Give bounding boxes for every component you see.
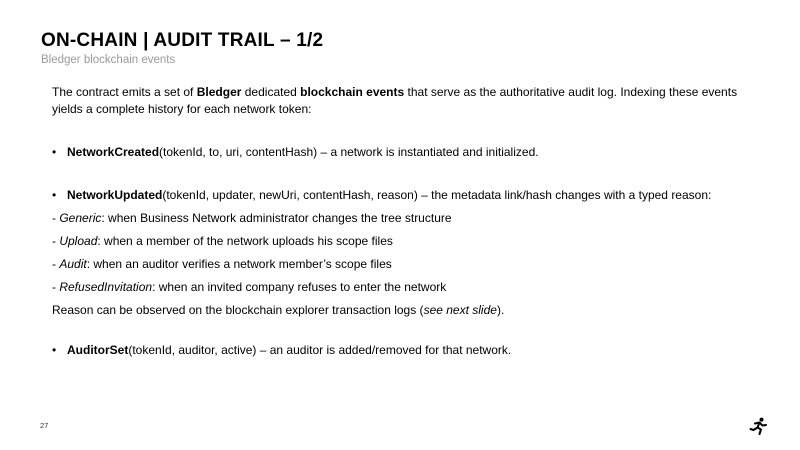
reason-text: : when an invited company refuses to enter the network	[152, 280, 447, 294]
reason-name: Upload	[59, 234, 98, 248]
intro-paragraph	[52, 84, 762, 118]
intro-bold-bledger: Bledger	[196, 85, 242, 99]
reason-prefix: -	[52, 234, 60, 248]
event-description: (tokenId, updater, newUri, contentHash, reason) – the metadata link/hash changes with a typed reason:	[162, 188, 712, 202]
page-number: 27	[40, 421, 49, 430]
note-end: ).	[496, 303, 505, 317]
bullet-dot: •	[52, 145, 57, 159]
bullet-auditor-set	[52, 342, 762, 359]
reason-audit	[52, 256, 762, 273]
intro-text-3: that serve as the authoritative audit log. Indexing these events yields a complete history for each network token:	[52, 85, 738, 116]
reason-name: RefusedInvitation	[59, 280, 153, 294]
intro-text-2: dedicated	[241, 85, 301, 99]
reason-text: : when an auditor verifies a network member’s scope files	[86, 257, 392, 271]
slide-subtitle: Bledger blockchain events	[41, 54, 176, 66]
reason-note	[52, 302, 762, 319]
slide-title: ON-CHAIN | AUDIT TRAIL – 1/2	[41, 30, 324, 51]
note-text: Reason can be observed on the blockchain explorer transaction logs (	[52, 303, 424, 317]
reason-refused-invitation	[52, 279, 762, 296]
event-name-network-created: NetworkCreated	[67, 145, 160, 159]
event-name-auditor-set: AuditorSet	[67, 343, 129, 357]
reason-text: : when Business Network administrator changes the tree structure	[101, 211, 452, 225]
note-slide-reference: see next slide	[423, 303, 497, 317]
intro-bold-events: blockchain events	[300, 85, 405, 99]
runner-logo-icon	[749, 417, 767, 435]
event-name-network-updated: NetworkUpdated	[67, 188, 163, 202]
intro-text-1: The contract emits a set of	[52, 85, 197, 99]
reason-prefix: -	[52, 211, 60, 225]
event-description: (tokenId, auditor, active) – an auditor is added/removed for that network.	[128, 343, 512, 357]
slide-body	[52, 84, 762, 359]
bullet-dot: •	[52, 188, 57, 202]
reason-upload	[52, 233, 762, 250]
reason-name: Generic	[59, 211, 102, 225]
reason-generic	[52, 210, 762, 227]
reason-prefix: -	[52, 257, 60, 271]
reason-name: Audit	[59, 257, 87, 271]
bullet-network-created	[52, 144, 762, 161]
event-description: (tokenId, to, uri, contentHash) – a network is instantiated and initialized.	[159, 145, 539, 159]
bullet-dot: •	[52, 343, 57, 357]
bullet-network-updated	[52, 187, 762, 204]
reason-prefix: -	[52, 280, 60, 294]
reason-text: : when a member of the network uploads his scope files	[97, 234, 393, 248]
